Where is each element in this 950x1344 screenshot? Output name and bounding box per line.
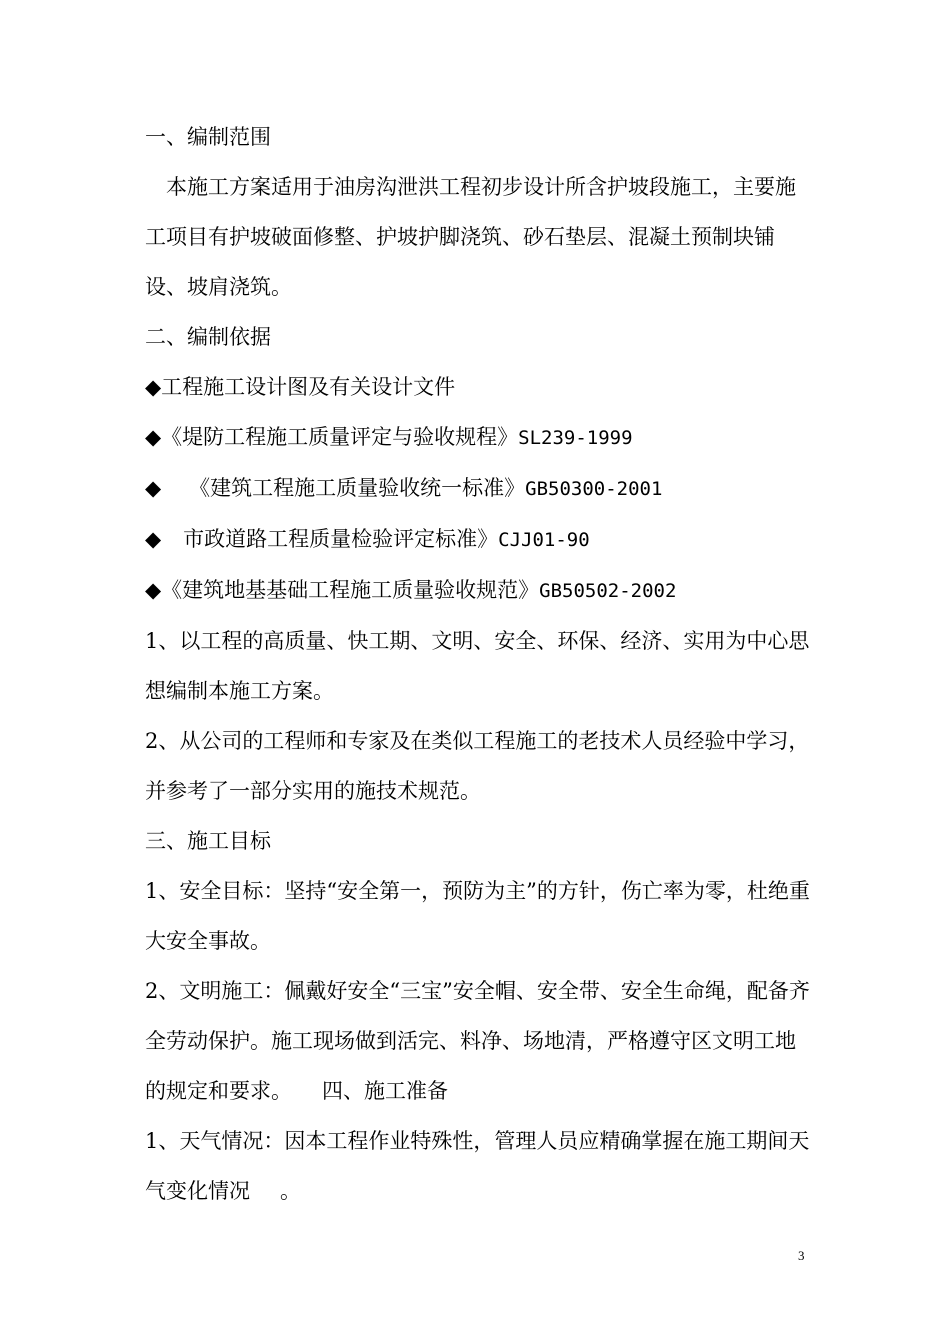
page-number: 3 (798, 1248, 805, 1263)
goals-civilized-text: 2、文明施工：佩戴好安全“三宝”安全帽、安全带、安全生命绳，配备齐全劳动保护。施工现场做到活完、料净、场地清，严格遵守区文明工地的规定和要求。 (145, 979, 810, 1103)
section-heading-basis: 二、编制依据 (145, 325, 271, 349)
basis-bullet-5-code: GB50502-2002 (539, 580, 677, 602)
basis-bullet-3-code: GB50300-2001 (525, 478, 663, 500)
section-heading-goals: 三、施工目标 (145, 829, 271, 853)
basis-bullet-1-text: 工程施工设计图及有关设计文件 (161, 375, 456, 399)
basis-paragraph-2: 2、从公司的工程师和专家及在类似工程施工的老技术人员经验中学习，并参考了一部分实用的施技术规范。 (145, 729, 810, 803)
basis-bullet-5-text: 《建筑地基基础工程施工质量验收规范》 (161, 578, 540, 602)
diamond-bullet-icon: ◆ (145, 527, 162, 551)
diamond-bullet-icon: ◆ (145, 578, 162, 602)
basis-bullet-3 (145, 463, 810, 514)
preparation-paragraph-weather (145, 1116, 810, 1216)
goals-paragraph-safety: 1、安全目标：坚持“安全第一，预防为主”的方针，伤亡率为零，杜绝重大安全事故。 (145, 879, 810, 953)
section-heading-scope: 一、编制范围 (145, 125, 271, 149)
basis-bullet-3-text: 《建筑工程施工质量验收统一标准》 (189, 476, 526, 500)
basis-bullet-4-text: 市政道路工程质量检验评定标准》 (183, 527, 499, 551)
basis-bullet-5 (145, 565, 810, 616)
basis-bullet-2-code: SL239-1999 (518, 427, 633, 449)
diamond-bullet-icon: ◆ (145, 375, 162, 399)
section-heading-preparation: 四、施工准备 (322, 1079, 448, 1103)
preparation-weather-text: 1、天气情况：因本工程作业特殊性，管理人员应精确掌握在施工期间天气变化情况 (145, 1129, 810, 1203)
scope-paragraph: 本施工方案适用于油房沟泄洪工程初步设计所含护坡段施工，主要施工项目有护坡破面修整、护坡护脚浇筑、砂石垫层、混凝土预制块铺设、坡肩浇筑。 (145, 175, 796, 299)
basis-bullet-2-text: 《堤防工程施工质量评定与验收规程》 (161, 425, 519, 449)
basis-bullet-4 (145, 514, 810, 565)
basis-bullet-1 (145, 362, 810, 412)
basis-paragraph-1: 1、以工程的高质量、快工期、文明、安全、环保、经济、实用为中心思想编制本施工方案。 (145, 629, 810, 703)
document-body (145, 112, 810, 1216)
basis-bullet-2 (145, 412, 810, 463)
diamond-bullet-icon: ◆ (145, 425, 162, 449)
goals-paragraph-civilized (145, 966, 810, 1116)
basis-bullet-4-code: CJJ01-90 (498, 529, 590, 551)
preparation-weather-end: 。 (280, 1179, 301, 1203)
diamond-bullet-icon: ◆ (145, 476, 162, 500)
